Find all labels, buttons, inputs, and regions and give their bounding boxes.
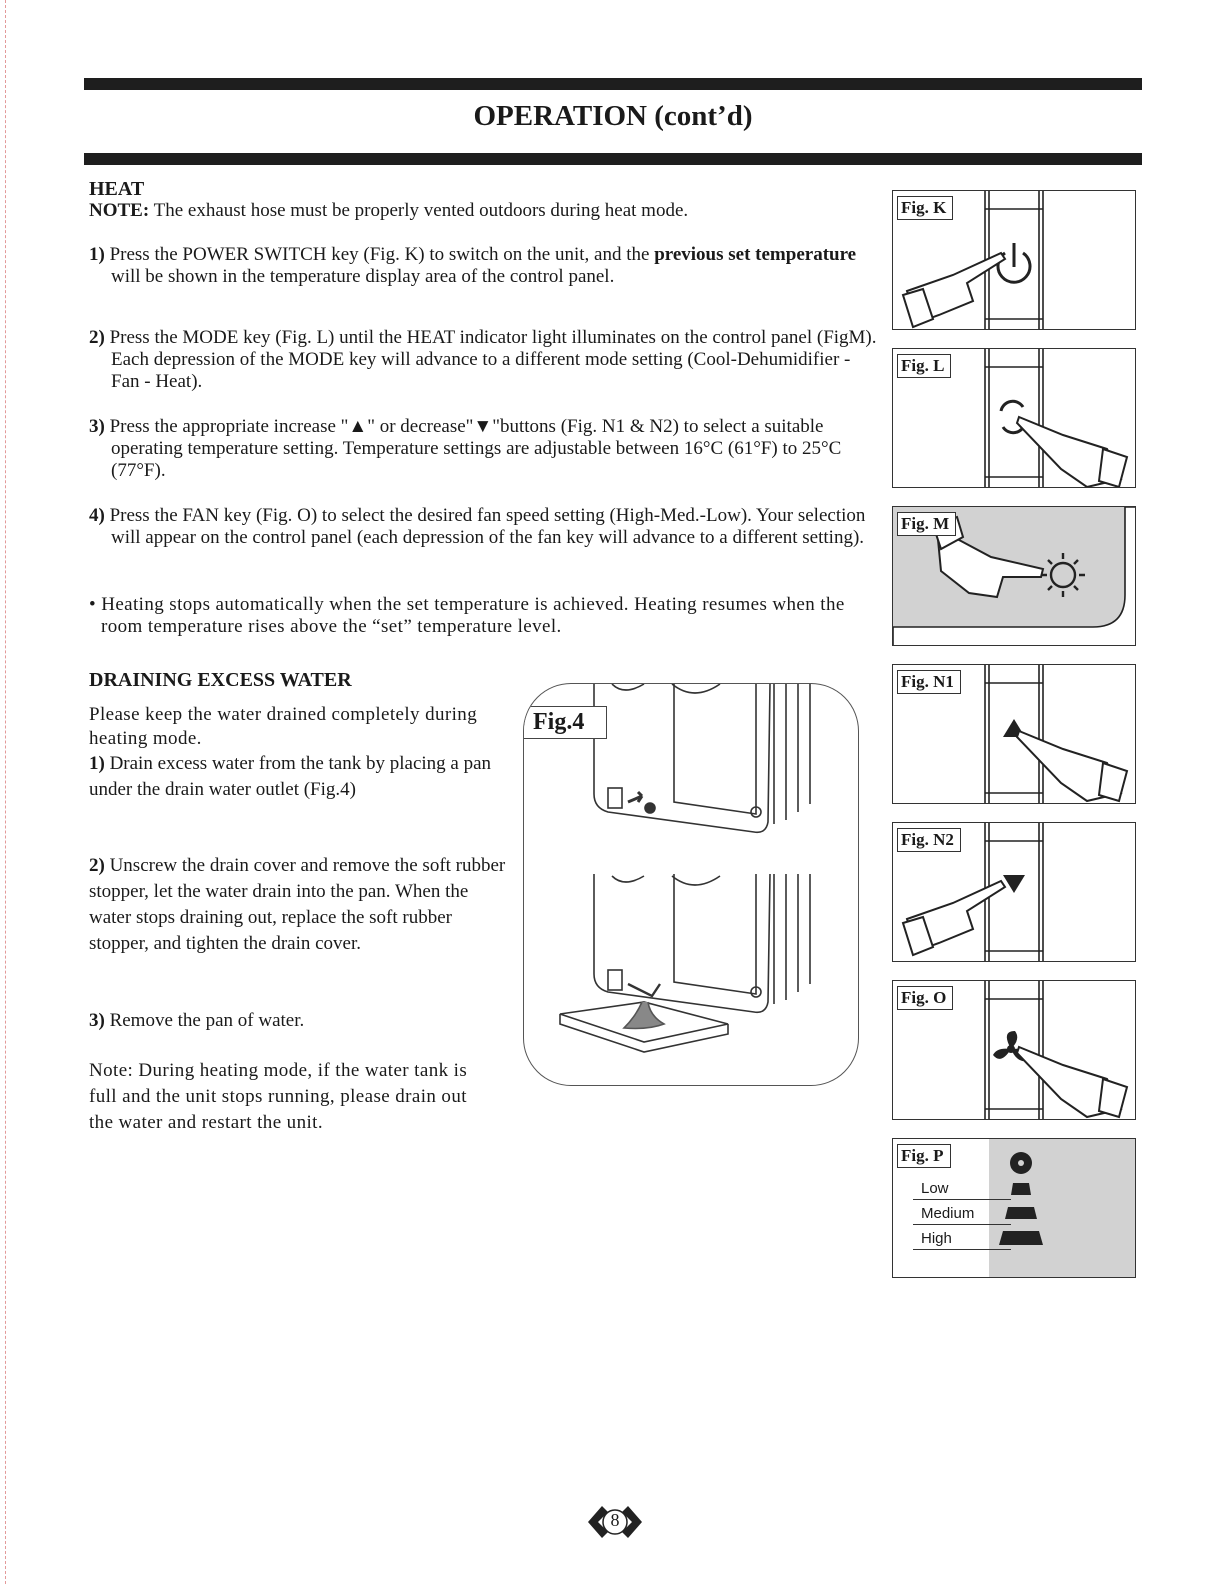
fig-4-label: Fig.4 [523,706,607,739]
header-rule-bottom [84,153,1142,165]
sun-heat-icon [1041,553,1085,597]
step-number: 4) [89,505,105,526]
fig-n2-decrease-key [892,822,1136,962]
draining-intro: Please keep the water drained completely during heating mode. [89,704,478,749]
step-number: 3) [89,416,105,437]
fig-n2-label: Fig. N2 [897,828,961,852]
fig-m-label: Fig. M [897,512,956,536]
draining-step-3 [89,1008,494,1034]
page-title: OPERATION (cont’d) [473,100,753,132]
hand-pointer-icon [1017,731,1127,801]
fan-level-high: High [913,1229,1011,1250]
draining-heading: DRAINING EXCESS WATER [89,669,352,691]
step-number: 1) [89,244,105,265]
note-label: NOTE: [89,200,150,221]
power-icon [998,243,1030,282]
fig-l-label: Fig. L [897,354,951,378]
step-text: Press the POWER SWITCH key (Fig. K) to switch on the unit, and the [109,244,650,265]
fan-icon [1010,1152,1032,1174]
fig-p-label: Fig. P [897,1144,951,1168]
page-number: 8 [610,1510,620,1530]
heat-bullet: • Heating stops automatically when the set temperature is achieved. Heating resumes when the room temperature rises above the “set” temperature level. [89,594,845,637]
fig-n1-label: Fig. N1 [897,670,961,694]
heat-note [89,200,849,222]
draining-step-1 [89,751,494,803]
page-number-badge [584,1502,646,1542]
heat-step-3 [89,416,866,482]
fan-level-low: Low [913,1179,1011,1200]
header-rule-top [84,78,1142,90]
heat-step-2 [89,327,883,393]
heat-step-1 [89,244,881,288]
fig-k-label: Fig. K [897,196,953,220]
step-text: Press the MODE key (Fig. L) until the HEAT indicator light illuminates on the control panel (FigM). Each depression of the MODE key will advance to a different mode setting (Cool-Dehumidifier - Fan - Heat). [109,327,877,392]
drain-unit-drawing [524,684,859,1086]
step-number: 1) [89,753,105,774]
step-text: Drain excess water from the tank by placing a pan under the drain water outlet (Fig.4) [89,753,492,800]
heat-heading: HEAT [89,178,145,200]
fig-k-power-key [892,190,1136,330]
step-number: 2) [89,855,105,876]
fig-m-heat-indicator [892,506,1136,646]
step-text: will be shown in the temperature display area of the control panel. [111,266,615,287]
step-number: 2) [89,327,105,348]
fig-l-mode-key [892,348,1136,488]
fig-o-fan-key [892,980,1136,1120]
hand-pointer-icon [1017,1047,1127,1117]
step-text: Unscrew the drain cover and remove the soft rubber stopper, let the water drain into the pan. When the water stops draining out, replace the soft rubber stopper, and tighten the drain cover. [89,855,506,954]
fan-bar-low [1011,1183,1031,1195]
fig-o-label: Fig. O [897,986,953,1010]
step-text: Press the FAN key (Fig. O) to select the desired fan speed setting (High-Med.-Low). Your selection will appear on the control panel (each depression of the fan key will advance to a different setting). [109,505,866,548]
draining-step-2 [89,853,509,957]
step-emphasis: previous set temperature [654,244,857,265]
heat-step-4 [89,505,886,549]
step-text: Press the appropriate increase "▲" or decrease"▼"buttons (Fig. N1 & N2) to select a suitable operating temperature setting. Temperature settings are adjustable between 16°C (61°F) to 25°C (77°F). [109,416,842,481]
down-arrow-icon [1003,875,1025,893]
draining-note: Note: During heating mode, if the water tank is full and the unit stops running, please drain out the water and restart the unit. [89,1060,468,1133]
page-margin-line [5,0,6,1584]
fig-p-fan-speed-levels [892,1138,1136,1278]
fig-n1-increase-key [892,664,1136,804]
fan-level-medium: Medium [913,1204,1011,1225]
step-number: 3) [89,1010,105,1031]
note-text: The exhaust hose must be properly vented outdoors during heat mode. [153,200,689,221]
step-text: Remove the pan of water. [109,1010,305,1031]
fig-4-drain-illustration [523,683,859,1086]
